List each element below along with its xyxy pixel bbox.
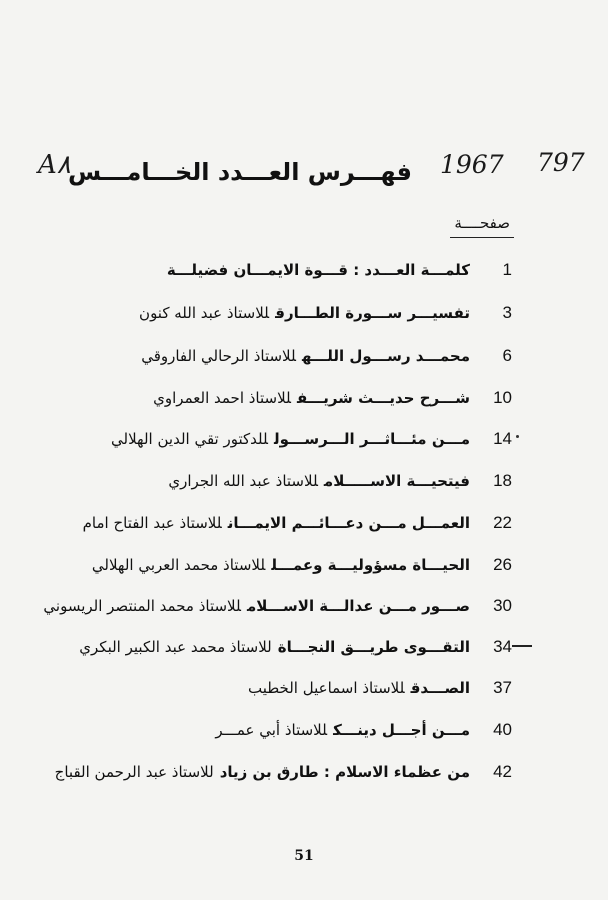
- toc-entry-title: فيتحيـــة الاســـــلام: [323, 472, 470, 490]
- toc-entry[interactable]: [100, 254, 512, 286]
- toc-entry-author: للاستاذ اسماعيل الخطيب: [247, 679, 405, 697]
- toc-entry-title: محمـــد رســـول اللـــه: [301, 347, 470, 365]
- toc-entry-text: [248, 679, 478, 697]
- handwritten-number: 797: [537, 148, 585, 177]
- toc-entry-title: تفسيـــر ســـورة الطـــارق: [275, 304, 470, 322]
- toc-page-number: 1: [502, 260, 512, 279]
- toc-entry-title: صـــور مـــن عدالـــة الاســـلام: [246, 597, 470, 615]
- toc-entry-text: [141, 347, 478, 365]
- toc-page-number: 22: [493, 513, 512, 532]
- toc-page-number: 10: [493, 388, 512, 407]
- toc-entry-author: للاستاذ عبد الله كنون: [139, 304, 270, 322]
- toc-entry-author: للاستاذ احمد العمراوي: [153, 389, 292, 407]
- page-column-label: صفحــــة: [454, 214, 510, 232]
- toc-entry[interactable]: [100, 672, 512, 704]
- toc-entry-author: للاستاذ محمد العربي الهلالي: [91, 556, 266, 574]
- toc-entry-author: للاستاذ محمد عبد الكبير البكري: [79, 638, 272, 656]
- toc-entry-text: [215, 721, 478, 739]
- toc-entry[interactable]: [100, 714, 512, 746]
- toc-entry[interactable]: [54, 756, 512, 788]
- toc-page-number: 34: [493, 637, 512, 656]
- toc-page-number: 40: [493, 720, 512, 739]
- toc-entry-text: [161, 261, 478, 279]
- toc-page-number: 30: [493, 596, 512, 615]
- toc-entry-author: للاستاذ محمد المنتصر الريسوني: [43, 597, 241, 615]
- toc-entry[interactable]: [100, 465, 512, 497]
- toc-entry-title: التقـــوى طريـــق النجـــاة: [277, 638, 470, 656]
- page-title: فهـــرس العـــدد الخـــامـــس: [67, 158, 412, 186]
- toc-entry-author: للاستاذ عبد الله الجراري: [168, 472, 318, 490]
- toc-entry-text: [43, 597, 478, 615]
- toc-entry[interactable]: [100, 340, 512, 372]
- toc-entry-title: كلمـــة العـــدد : قـــوة الايمـــان فضيلـــة: [166, 261, 470, 279]
- toc-entry-title: مـــن أجـــل دينـــك: [333, 721, 470, 739]
- margin-dash-mark: [512, 645, 532, 647]
- toc-entry-text: [111, 430, 478, 448]
- toc-entry[interactable]: [100, 382, 512, 414]
- toc-entry-title: العمـــل مـــن دعـــائـــم الايمـــان: [227, 514, 470, 532]
- toc-page-number: 26: [493, 555, 512, 574]
- toc-entry[interactable]: [100, 423, 512, 455]
- handwritten-year: 1967: [440, 150, 504, 179]
- toc-entry-title: شـــرح حديـــث شريـــف: [297, 389, 470, 407]
- toc-entry-title: مـــن مئـــاثـــر الـــرســـول: [273, 430, 470, 448]
- toc-entry-text: [168, 472, 478, 490]
- toc-page-number: 6: [502, 346, 512, 365]
- toc-entry-title: الحيـــاة مسؤوليـــة وعمـــل: [271, 556, 470, 574]
- toc-entry-author: للاستاذ عبد الفتاح امام: [82, 514, 222, 532]
- toc-page-number: 18: [493, 471, 512, 490]
- toc-entry[interactable]: [79, 631, 512, 663]
- margin-dot-mark: [516, 435, 519, 438]
- toc-entry-text: [79, 638, 478, 656]
- toc-entry-text: [153, 389, 478, 407]
- toc-entry-title: الصـــدق: [410, 679, 470, 697]
- toc-entry[interactable]: [91, 549, 512, 581]
- toc-entry-text: [139, 304, 478, 322]
- footer-page-number: 51: [294, 848, 314, 864]
- toc-entry-text: [92, 556, 478, 574]
- toc-page-number: 14: [493, 429, 512, 448]
- toc-entry-text: [83, 514, 478, 532]
- toc-entry-text: [55, 763, 478, 781]
- toc-entry[interactable]: [82, 507, 512, 539]
- toc-entry-author: للدكتور تقي الدين الهلالي: [111, 430, 268, 448]
- toc-entry-author: للاستاذ عبد الرحمن القباج: [54, 763, 214, 781]
- toc-entry-author: للاستاذ الرحالي الفاروقي: [141, 347, 296, 365]
- toc-page-number: 37: [493, 678, 512, 697]
- handwritten-note-left: A٨: [38, 150, 71, 180]
- toc-entry-author: للاستاذ أبي عمـــر: [215, 721, 328, 739]
- toc-page-number: 3: [502, 303, 512, 322]
- toc-entry-title: من عظماء الاسلام : طارق بن زياد: [219, 763, 470, 781]
- toc-entry[interactable]: [100, 297, 512, 329]
- toc-entry[interactable]: [43, 590, 512, 622]
- toc-page-number: 42: [493, 762, 512, 781]
